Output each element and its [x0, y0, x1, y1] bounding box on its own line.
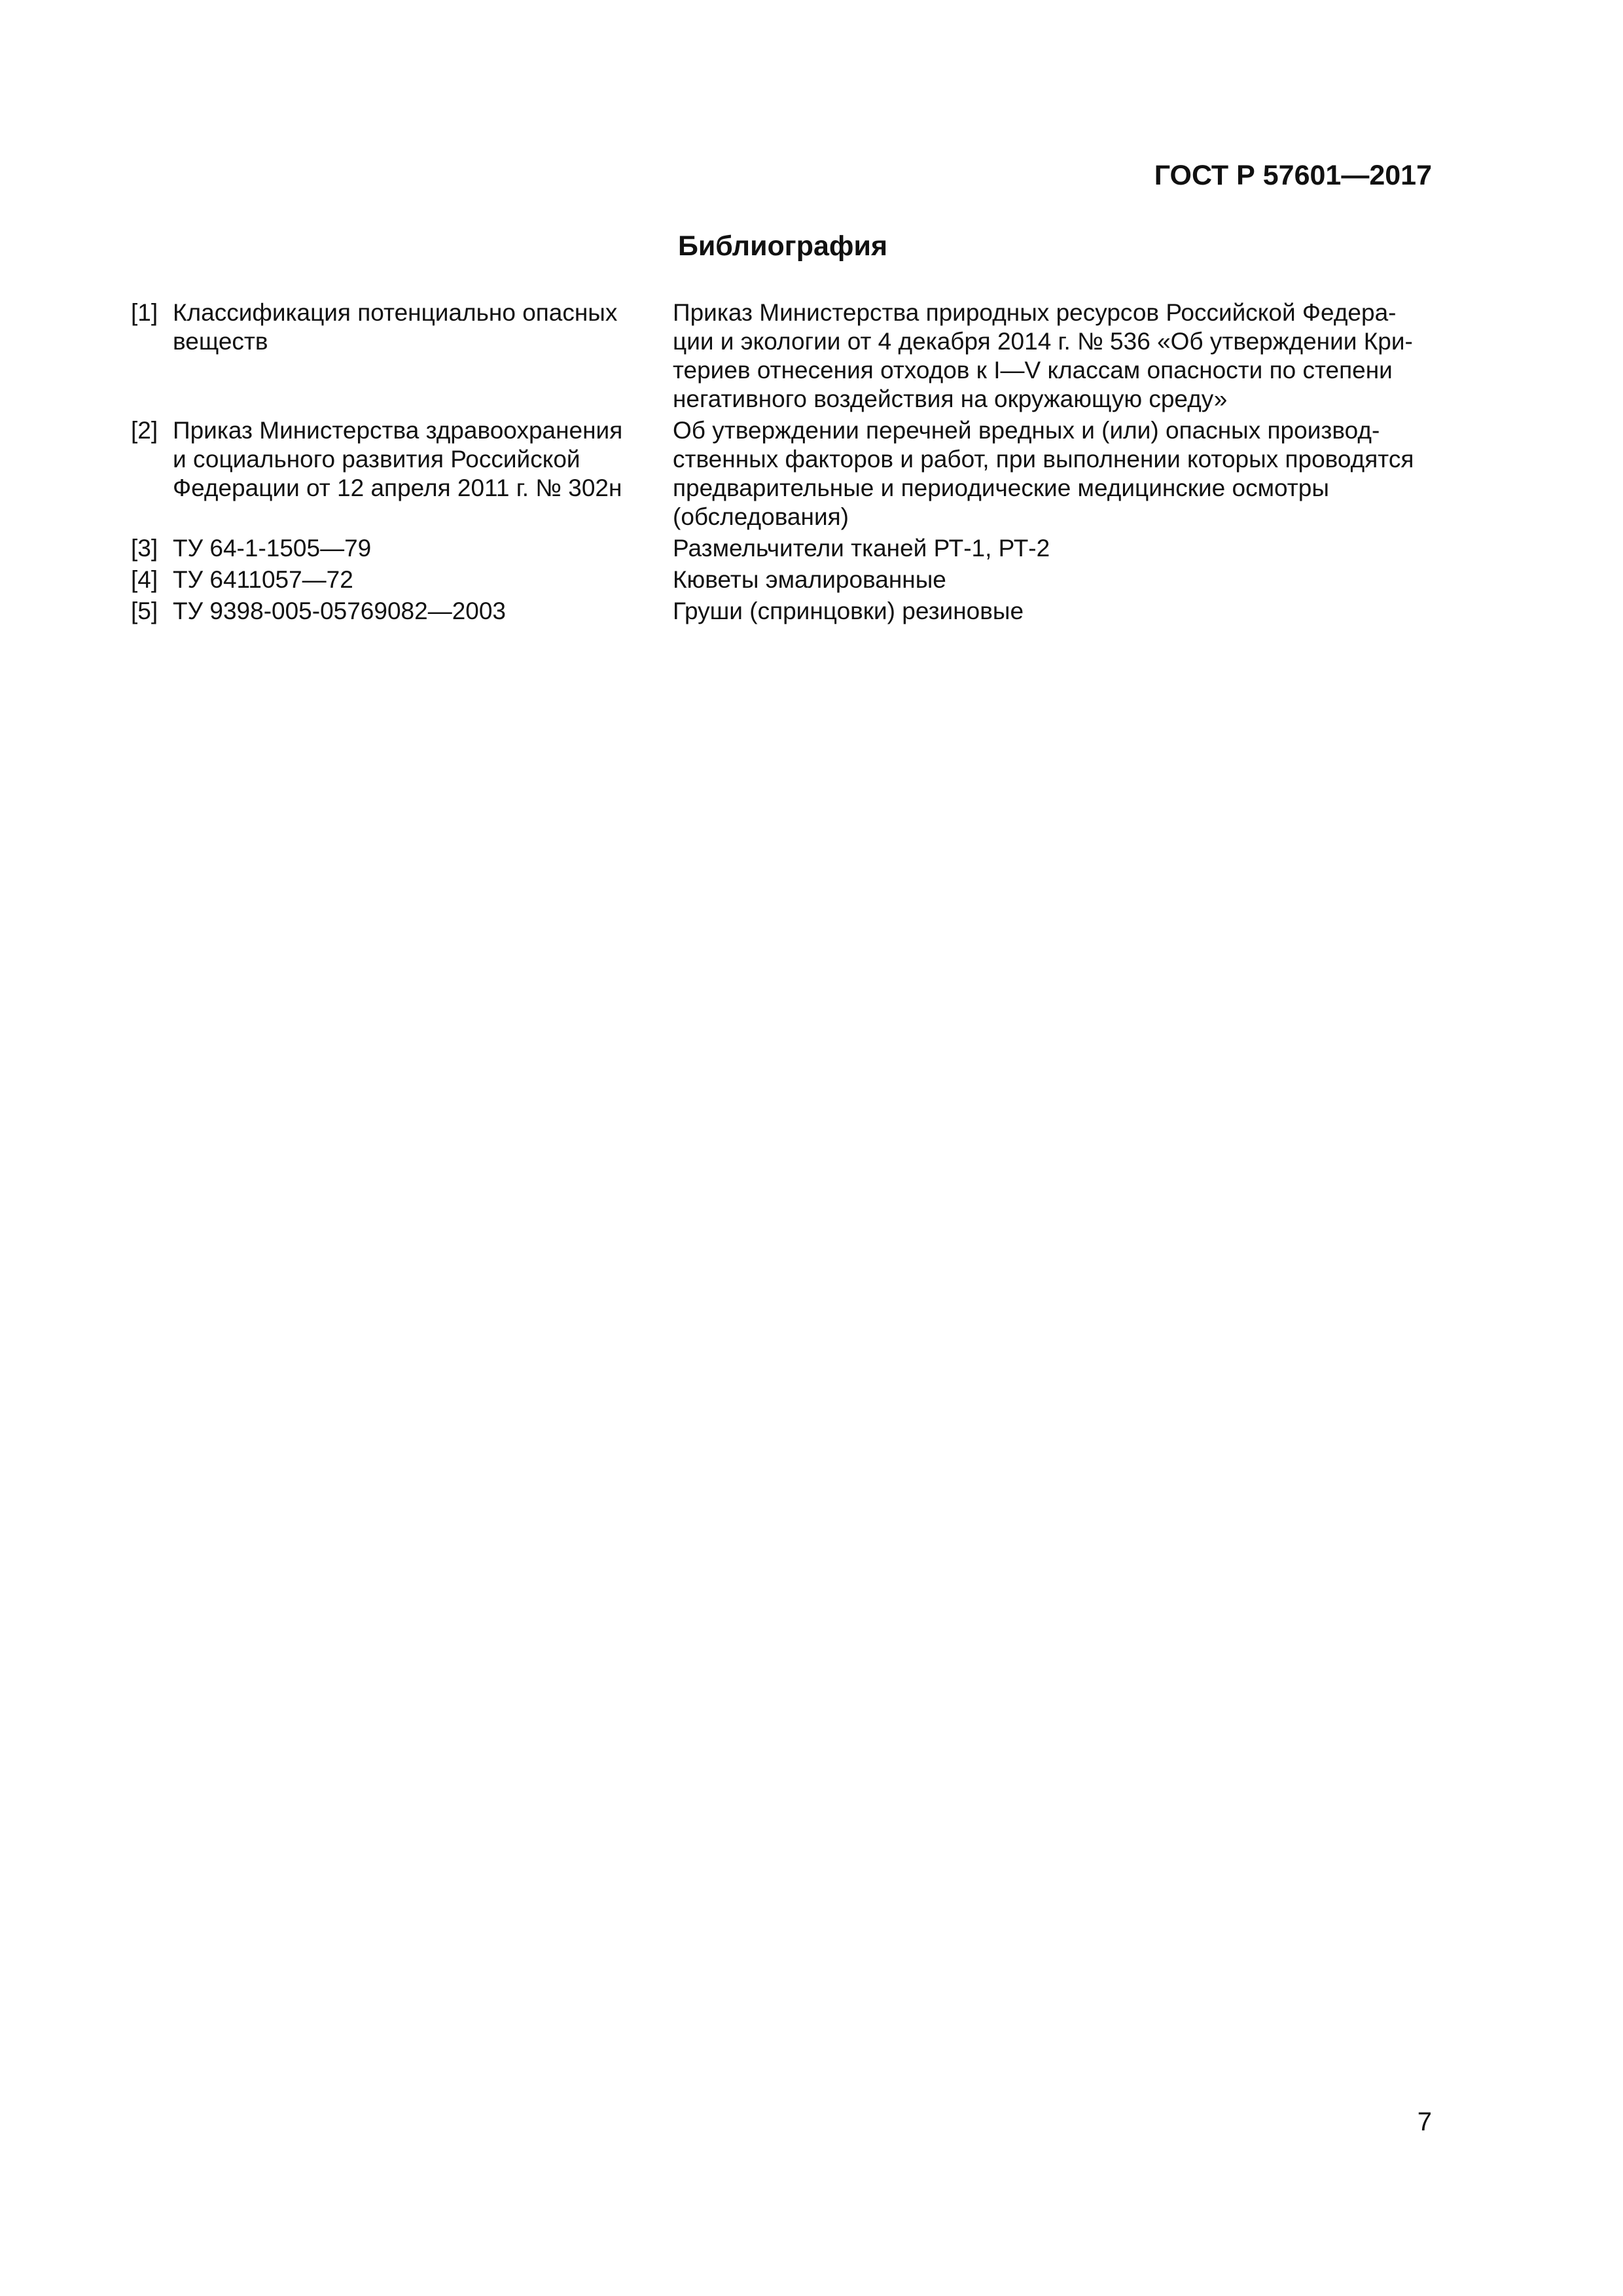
- entry-reference: Приказ Министерства здравоохранения и социального развития Российской Федерации от 12 апреля 2011 г. № 302н: [173, 417, 623, 501]
- document-code: ГОСТ Р 57601—2017: [1154, 160, 1432, 191]
- entry-reference: Классификация потенциально опасных веществ: [173, 299, 618, 355]
- bibliography-entry: [131, 597, 1423, 626]
- entry-reference: ТУ 9398-005-05769082—2003: [173, 598, 507, 624]
- bibliography-entry: [131, 565, 1423, 594]
- entry-number: [3]: [131, 535, 158, 562]
- section-title: Библиография: [677, 230, 888, 262]
- entry-number: [1]: [131, 299, 158, 326]
- entry-description: Кюветы эмалированные: [673, 566, 946, 593]
- entry-reference: ТУ 64-1-1505—79: [173, 535, 372, 562]
- bibliography-entry: [131, 298, 1423, 414]
- bibliography-list: [131, 298, 1423, 626]
- entry-reference: ТУ 6411057—72: [173, 566, 353, 593]
- page-number: 7: [1417, 2108, 1432, 2136]
- entry-number: [5]: [131, 598, 158, 624]
- entry-description: Размельчители тканей РТ-1, РТ-2: [673, 535, 1050, 562]
- entry-description: Приказ Министерства природных ресурсов Российской Федера- ции и экологии от 4 декабря 2014 г. № 536 «Об утверждении Кри- териев отнесения отходов к I—V классам опасности по степени негативного воздействия на окружающую среду»: [673, 299, 1413, 412]
- entry-number: [4]: [131, 566, 158, 593]
- bibliography-entry: [131, 534, 1423, 563]
- bibliography-entry: [131, 416, 1423, 531]
- entry-description: Об утверждении перечней вредных и (или) опасных производ- ственных факторов и работ, при выполнении которых проводятся предварительные и периодические медицинские осмотры (обследования): [673, 417, 1414, 530]
- entry-number: [2]: [131, 417, 158, 444]
- entry-description: Груши (спринцовки) резиновые: [673, 598, 1024, 624]
